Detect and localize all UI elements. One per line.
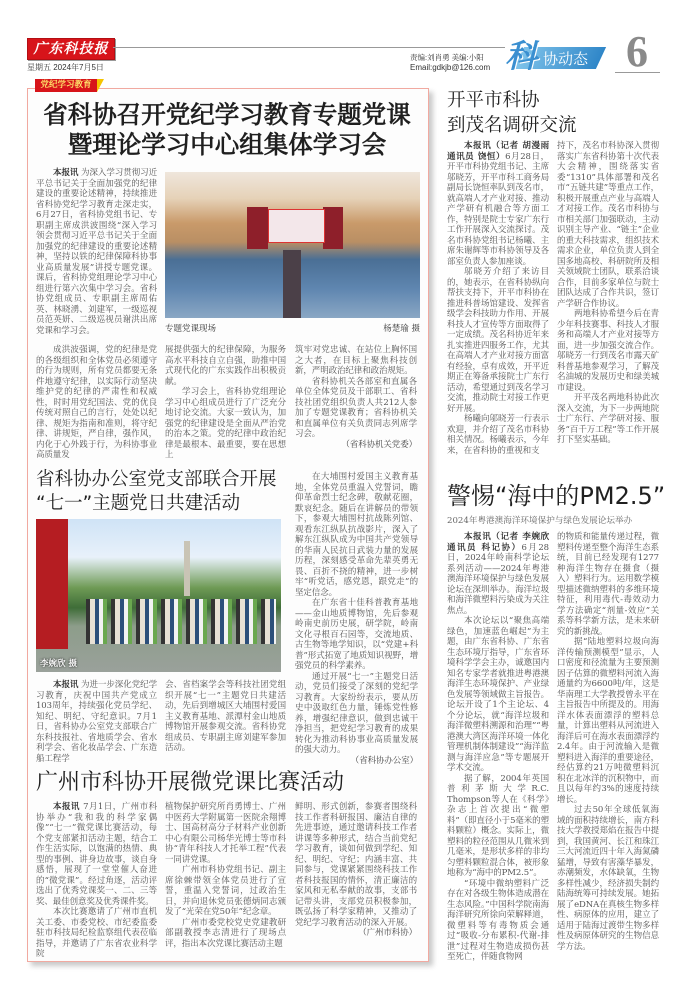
paragraph: 6月28日，2024年岭南科学论坛系列活动——2024年粤港澳海洋环境保护与绿色发展论坛在深圳举办。海洋垃圾和海洋微塑料污染成为关注焦点。 (447, 542, 549, 616)
newspaper-logo: 广东科技报 (27, 38, 115, 60)
article1-column-3 (165, 345, 286, 461)
paragraph: 开平茂名两地科协此次深入交流，为下一步两地院士广东行、产学研对接、服务“百千万工程”等工作开展打下坚实基础。 (557, 393, 659, 445)
title-line: 开平市科协 (447, 90, 540, 111)
paragraph: 植物保护研究所肖勇博士、广州中医药大学附属第一医院余翔博士、国高材高分子材料产业创新中心有限公司杨华光博士等市科协“青年科技人才托举工程”代表一同讲党课。 (165, 802, 286, 865)
paragraph: 本次比赛邀请了广州市直机关工委、市委党校、市纪委监委驻市科技局纪检监察组代表莅临指导，并邀请了广东省农业科学院 (36, 907, 157, 959)
editors-credit: 责编:刘肖勇 美编:小阳 (410, 53, 484, 62)
group-of-people (86, 599, 276, 644)
section-banner (505, 33, 617, 75)
photo-caption: 专题党课现场 (165, 324, 217, 334)
paragraph: 据了解，2004年英国普利茅斯大学R.C. Thompson等人在《科学》杂志上首次提出“微塑料”（即直径小于5毫米的塑料颗粒）概念。实际上，微塑料的粒径范围从几微米到几毫米，是形状多样的非均匀塑料颗粒混合体，被形象地称为“海中的PM2.5”。 (447, 773, 549, 878)
source: （省科协机关党委） (341, 439, 417, 450)
title-line: 省科协办公室党支部联合开展 (36, 469, 277, 490)
page-number: 6 (626, 27, 648, 76)
paragraph: 筑牢对党忠诚、在站位上胸怀国之大者，在目标上聚焦科技创新，严明政治纪律和政治规矩。 (295, 345, 417, 376)
paragraph: 鲜明、形式创新，参赛者围绕科技工作者科研报国、廉洁自律的先进事迹，通过邀请科技工作者讲课等多种形式，结合当前党纪学习教育，谈如何做到学纪、知纪、明纪、守纪；内涵丰富、共同参与，党课紧紧围绕科技工作者科技报国的情怀，清正廉洁的家风和无私奉献的故事，支部书记带头讲，支部党员积极参加，既弘扬了科学家精神，又推动了党纪学习教育活动的深入开展。 (295, 802, 417, 928)
photo-credit: 李婉欣 摄 (40, 659, 77, 669)
article3-column-1 (36, 802, 157, 960)
paragraph: 本次论坛以“聚焦高端绿色，加速蓝色崛起”为主题，由广东省科协、广东省生态环境厅指导，广东省环境科学学会主办，诚邀国内知名专家学者就推进粤港澳海洋生态环境保护、产业绿色发展等领域做主旨报告。论坛开设了1个主论坛、4个分论坛，就“海洋垃圾和海洋微塑料溯源和治理”“粤港澳大湾区海洋环境一体化管理机制体制建设”“海洋监测与海洋应急”等专题展开学术交流。 (447, 616, 549, 773)
paragraph: 6月28日，开平市科协党组书记、主席邬晓芳，开平市科工商务局副局长饶恒率队到茂名市，就高端人才产业对接、推动产学研有机融合等方面工作，特别是院士专家广东行工作开展深入交流探讨。茂名市科协党组书记杨曦、主席朱谢辉等市科协领导及各部室负责人参加座谈。 (447, 151, 550, 267)
article2-column-3 (295, 472, 418, 766)
dateline: 本报讯（记者 胡漫雨 通讯员 饶恒） (447, 141, 549, 162)
paragraph: 7月1日，广州市科协举办“我和我的科学家偶像”“七一”微党课比赛活动，每个党支部紧扣活动主题，结合工作生活实际，以饱满的热情、典型的事例、讲身边故事，谈自身感悟，展现了一堂堂催人奋进的“微党课”。经过角逐，活动评选出了优秀党课奖一、二、三等奖、最佳创意奖及优秀课件奖。 (36, 802, 158, 907)
lecture-hall-photo (165, 172, 420, 318)
red-wall (36, 519, 68, 649)
tag-decoration (97, 79, 104, 92)
contact-email: Email:gdkjb@126.com (410, 63, 491, 72)
article1-title (27, 100, 427, 160)
paragraph: 为进一步深化党纪学习教育，庆祝中国共产党成立103周年，持续强化党员学纪、知纪、明纪、守纪意识。7月1日，省科协办公室党支部联合广东科技报社、省地质学会、省水利学会、省化妆品学会、广东造船工程学 (36, 680, 158, 764)
article1-column-1 (36, 168, 157, 336)
source: （省科协办公室） (350, 755, 418, 766)
party-day-group-photo (36, 519, 281, 672)
section-name: 协动态 (543, 50, 589, 68)
paragraph: 省科协机关各部室和直属各单位全体党员及干部职工、省科技社团党组织负责人共212人参加了专题党课教育；省科协机关和直属单位有关负责同志列席学习会。 (295, 376, 417, 439)
projection-screen (268, 209, 325, 243)
paragraph: 的物质和能量传递过程，微塑料传递至整个海洋生态系统，目前已经发现有1277种海洋生物存在摄食（摄入）塑料行为。运用数学模型描述微纳塑料的多维环境特征，利用毒代-毒效动力学方法确定“剂量-效应”关系等科学新方法，是未来研究的新挑战。 (557, 532, 659, 637)
monument (184, 541, 190, 596)
paragraph: 为深入学习贯彻习近平总书记关于全面加强党的纪律建设的重要论述精神，持续推进省科协党纪学习教育走深走实，6月27日，省科协党组书记、专职副主席成洪波围绕“深入学习领会贯彻习近平总书记关于全面加强党的纪律建设的重要论述精神，坚持以铁的纪律保障科协事业高质量发展”讲授专题党课。课后，省科协党组理论学习中心组进行第六次集中学习会。省科协党组成员、专职副主席周佑英、林晓湧、刘建军，一级巡视员范英妍、二级巡视员谢洪出席党课和学习会。 (36, 168, 158, 336)
section-tag: 党纪学习教育 (35, 79, 97, 92)
article5-subtitle: 2024年粤港澳海洋环境保护与绿色发展论坛举办 (447, 516, 633, 526)
paragraph: 过去50年全球低氧海域的面积持续增长，南方科技大学教授郑焰在报告中提到，我国黄河、长江和珠江三大河流近四十年入海氮磷猛增，导致有害藻华暴发，赤潮频发，水体缺氧，生物多样性减少，经济损失制约陆海统筹可持续发展。她拓展了eDNA在真核生物多样性、病原体的应用，建立了适用于陆海过渡带生物多样性及病原体研究的生物信息学方法。 (557, 805, 659, 952)
title-line: 暨理论学习中心组集体学习会 (67, 130, 387, 159)
article2-column-1 (36, 680, 157, 764)
header-rule (113, 47, 505, 48)
dateline: 本报讯（记者 李婉欣 通讯员 科记协） (447, 532, 549, 553)
article4-column-1 (447, 141, 549, 456)
paragraph: 会、省档案学会等科技社团党组织开展“七一”主题党日共建活动，先后到增城区大埔围村爱国主义教育基地、派潭村金山地质博物馆开展参观交流。省科协党组成员、专职副主席刘建军参加活动。 (165, 680, 286, 753)
title-line: 省科协召开党纪学习教育专题党课 (43, 100, 411, 129)
paragraph: 展提供强大的纪律保障，为服务高水平科技自立自强，助推中国式现代化的广东实践作出积极贡献。 (165, 345, 286, 387)
article3-column-2 (165, 802, 286, 949)
paragraph: 在广东省十佳科普教育基地——金山地质博物馆，先后参观岭南史前历史展，研学院，岭南文化寻根百石园等，交流地质、古生物等地学知识，以“党建+科普”形式拓宽了地质知识视野，增强党员的科学素养。 (295, 598, 418, 671)
dateline: 本报讯 (53, 680, 79, 690)
paragraph: 广州市科协党组书记、副主席徐棘带领全体党员进行了宣誓，重温入党誓词，过政治生日，并向退休党员张德炳同志颁发了“光荣在党50年”纪念章。 (165, 865, 286, 917)
paragraph: 通过开展“七一”主题党日活动，党员们接受了深刻的党纪学习教育。大家纷纷表示，要从历史中汲取红色力量，锤炼党性修养，增强纪律意识，做到忠诚干净担当，把党纪学习教育的成果转化为推动科协事业高质量发展的强大动力。 (295, 671, 418, 755)
title-line: 到茂名调研交流 (447, 115, 577, 136)
section-initial: 科 (505, 37, 538, 75)
title-line: “七一”主题党日共建活动 (36, 493, 241, 514)
paragraph: “环境中微纳塑料广泛存在对各级生物体造成潜在生态风险。”中国科学院南海海洋研究所徐向荣解释道，微塑料等有毒物质会通过“吸收-分布累积-代谢-排泄”过程对生物造成损伤甚至死亡，伴随食物网 (447, 878, 549, 962)
article2-column-2 (165, 680, 286, 754)
article3-column-3 (295, 802, 417, 939)
paragraph: 广州市委党校党史党建教研部副教授李志清进行了现场点评，指出本次党课比赛活动主题 (165, 917, 286, 949)
article1-column-4 (295, 345, 417, 450)
article1-column-2 (36, 345, 157, 461)
article2-title (36, 468, 277, 516)
article4-title (447, 88, 577, 138)
paragraph: 持下，茂名市科协深入贯彻落实广东省科协第十次代表大会精神，围绕落实省委“1310”具体部署和茂名市“五链共建”等重点工作，积极开展重点产业与高端人才对接工作。茂名市科协与市相关部门加强联动，主动识别主导产业、“链主”企业的重大科技需求，组织技术需求企业，单位负责人到全国多地高校、科研院所及相关领域院士团队，联系洽谈合作，目前多家单位与院士团队达成了合作共识，签订产学研合作协议。 (557, 141, 659, 309)
paragraph: 杨曦向邬晓芳一行表示欢迎，并介绍了茂名市科协相关情况。杨曦表示，今年来，在省科协的重视和支 (447, 414, 549, 456)
aisle (283, 250, 301, 318)
photo-credit: 杨楚瑜 摄 (383, 324, 420, 334)
paragraph: 成洪波强调，党的纪律是党的各级组织和全体党员必须遵守的行为规则，所有党员都要无条件地遵守纪律，以实际行动坚决维护党的纪律的严肃性和权威性，时时用党纪国法、党的优良传统对照自己的言行，处处以纪律、规矩为指南和准则，将守纪律、讲规矩，严自律，强作风，内化于心外践于行，为科协事业高质量发 (36, 345, 157, 460)
issue-date: 星期五 2024年7月5日 (27, 63, 104, 72)
paragraph: 在大埔围村爱国主义教育基地，全体党员重温入党誓词，瞻仰革命烈士纪念碑，敬献花圈，默哀纪念。随后在讲解员的带领下，参观大埔围村抗战陈列馆、观看东江纵队抗战影片，深入了解东江纵队成为中国共产党领导的华南人民抗日武装力量的发展历程，深刻感受革命先辈英勇无畏、百折不挠的精神，进一步树牢“听党话，感党恩，跟党走”的坚定信念。 (295, 472, 418, 598)
paragraph: 两地科协希望今后在青少年科技赛事、科技人才服务和高端人才产业对接等方面，进一步加强交流合作。邬晓芳一行到茂名市露天矿科普基地参观学习，了解茂名油城的发展历史和绿美城市建设。 (557, 309, 659, 393)
source: （广州市科协） (358, 928, 417, 938)
curtain (247, 207, 268, 249)
paragraph: 据“陆地塑料垃圾向海洋传输预测模型”显示，人口密度和径流量为主要预测因子估算的微塑料河流入海通量约为6600吨/年，这是华南理工大学教授曾永平在主旨报告中所提及的。用海洋水体表面漂浮的塑料总量，计算出塑料从河流进入海洋后可在海水表面漂浮约2.4年。由于河流输入是微塑料进入海洋的重要途径，经估算约21万吨微塑料沉积在北冰洋的沉积物中，而且以每年约3%的速度持续增长。 (557, 637, 659, 805)
paragraph: 学习会上，省科协党组理论学习中心组成员进行了广泛充分地讨论交流。大家一致认为，加强党的纪律建设是全面从严治党的治本之策。党的纪律中政治纪律是最根本、最重要，要在思想上 (165, 387, 286, 460)
paragraph: 邬晓芳介绍了来访目的，她表示，在省科协纵向帮扶支持下，开平市科协在推进科普场馆建设、发挥省级学会科技助力作用、开展科技人才宣传等方面取得了一定成绩。茂名科协近年来扎实推进四服务工作，尤其在高端人才产业对接方面富有经验，卓有成效，开平近期正在筹备承接院士广东行活动，希望通过到茂名学习交流，推动院士对接工作更好开展。 (447, 267, 549, 414)
article5-column-1 (447, 532, 549, 963)
article4-column-2 (557, 141, 659, 446)
article5-column-2 (557, 532, 659, 952)
curtain (323, 207, 343, 249)
dateline: 本报讯 (53, 168, 79, 178)
article3-title: 广州市科协开展微党课比赛活动 (36, 770, 345, 795)
article5-title: 警惕“海中的PM2.5” (447, 482, 666, 510)
dateline: 本报讯 (53, 802, 80, 812)
